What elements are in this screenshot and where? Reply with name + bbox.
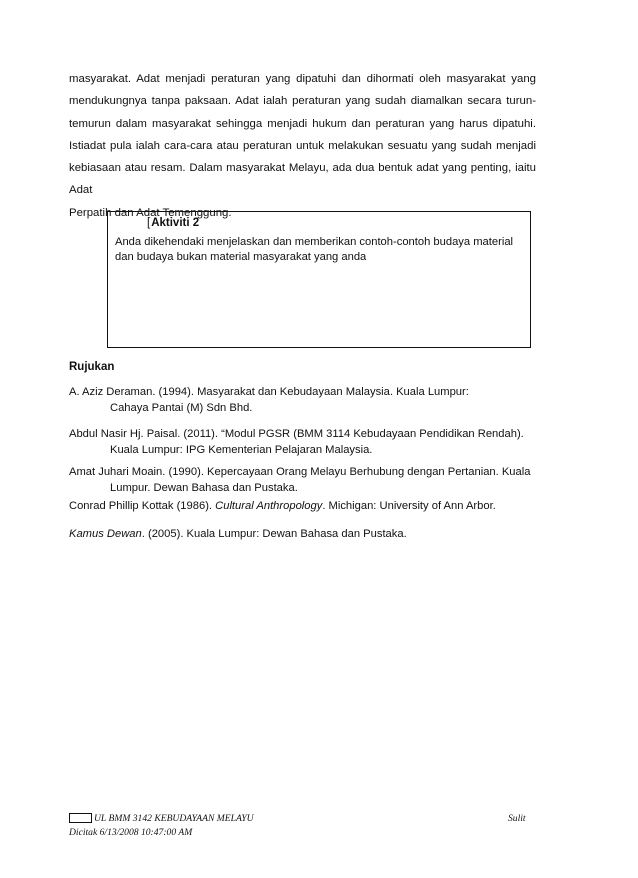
references-heading: Rujukan [69,361,115,373]
reference-publisher: . (2005). Kuala Lumpur: Dewan Bahasa dan Pustaka. [141,528,407,540]
reference-item [69,464,559,496]
activity-title [147,217,199,229]
footer-print-date: Dicitak 6/13/2008 10:47:00 AM [69,827,193,838]
footer-module-title: UL BMM 3142 KEBUDAYAAN MELAYU [94,813,254,824]
reference-item [69,526,559,542]
reference-title: Kamus Dewan [69,528,142,540]
reference-line: Cahaya Pantai (M) Sdn Bhd. [110,402,253,414]
body-paragraph [69,68,536,224]
footer-page-box [69,813,92,823]
reference-line: Kuala Lumpur: IPG Kementerian Pelajaran Malaysia. [110,444,373,456]
activity-line: Anda dikehendaki menjelaskan dan memberikan contoh-contoh budaya material [115,236,514,248]
reference-author: Conrad Phillip Kottak (1986). [69,500,216,512]
paragraph-line: mendukungnya tanpa paksaan. Adat ialah peraturan yang sudah diamalkan secara turun- [69,95,536,108]
reference-item [69,426,559,458]
paragraph-line: Perpatih dan Adat Temenggung. [69,206,232,219]
reference-line: A. Aziz Deraman. (1994). Masyarakat dan Kebudayaan Malaysia. Kuala Lumpur: [69,386,469,398]
reference-item [69,384,559,416]
reference-line: Lumpur. Dewan Bahasa dan Pustaka. [110,482,298,494]
paragraph-line: kebiasaan atau resam. Dalam masyarakat Melayu, ada dua bentuk adat yang penting, iaitu Adat [69,162,536,197]
activity-instructions [115,235,529,265]
paragraph-line: temurun dalam masyarakat sehingga menjadi hukum dan peraturan yang harus dipatuhi. [69,117,536,130]
footer-classification: Sulit [508,813,526,824]
activity-box [107,211,531,348]
reference-publisher: . Michigan: University of Ann Arbor. [322,500,496,512]
reference-title: Cultural Anthropology [215,500,323,512]
reference-line: Amat Juhari Moain. (1990). Kepercayaan Orang Melayu Berhubung dengan Pertanian. Kuala [69,466,531,478]
activity-line: dan budaya bukan material masyarakat yang anda [115,251,367,263]
paragraph-line: masyarakat. Adat menjadi peraturan yang dipatuhi dan dihormati oleh masyarakat yang [69,73,536,85]
activity-bracket: [ [147,217,151,229]
activity-title-text: Aktiviti 2 [151,217,200,229]
paragraph-line: Istiadat pula ialah cara-cara atau peraturan untuk melakukan sesuatu yang sudah menjadi [69,139,536,152]
reference-item [69,498,559,514]
reference-line: Abdul Nasir Hj. Paisal. (2011). “Modul PGSR (BMM 3114 Kebudayaan Pendidikan Rendah). [69,428,524,440]
